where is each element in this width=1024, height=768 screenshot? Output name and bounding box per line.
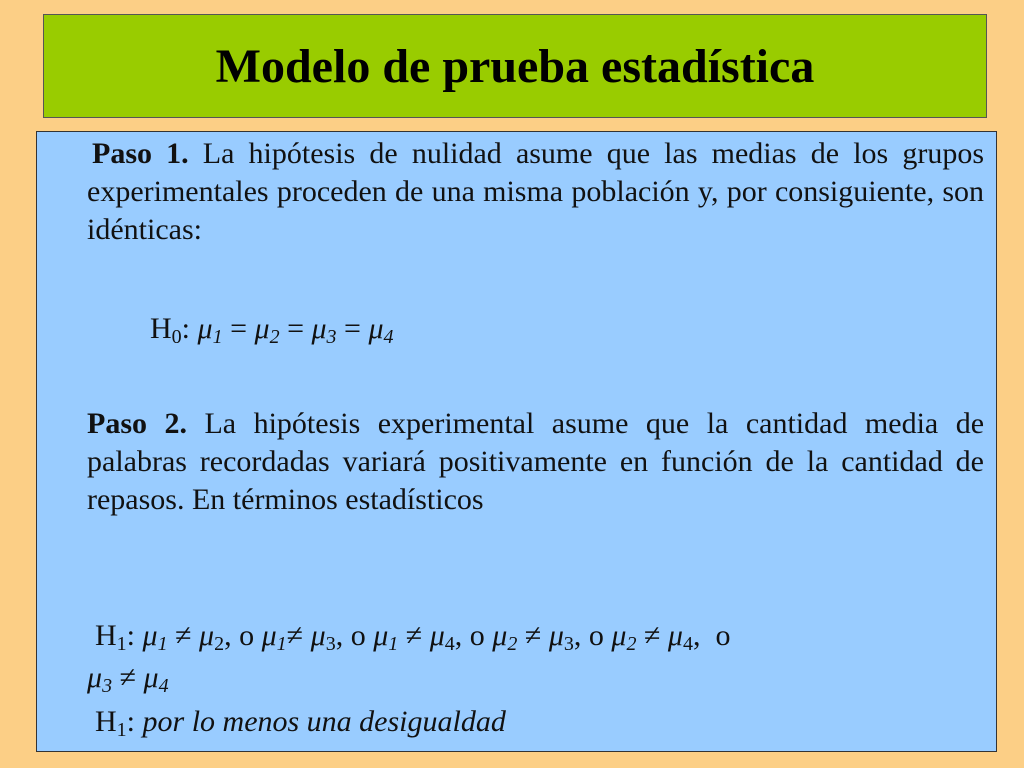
equals-sign: = [344,312,361,345]
h1-alternative: $H_1$: por lo menos una desigualdad [95,705,506,741]
h0-symbol: H [150,312,172,345]
equals-sign: = [287,312,304,345]
equals-sign: = [230,312,247,345]
paso-1-paragraph [87,135,984,249]
h1-symbol: H [95,619,117,652]
h0-subscript: 0 [171,326,182,348]
h1-equation-line2: $\mu_3 \ne \mu_4$ [87,661,169,697]
mu-4: $\mu_4$ [368,312,394,348]
h1-equation-line1: $H_1$: $\mu_1 \ne \mu_2$, o $\mu_1\ne \mu_3$, o $\mu_1 \ne \mu_4$, o $\mu_2 \ne \mu_3$, o $\mu_2 \ne \mu_4$, o [95,619,731,655]
h0-equation [150,310,394,348]
paso-2-label: Paso 2. [87,407,187,440]
h1-alternative-text: por lo menos una desigualdad [142,705,506,738]
paso-1-text: La hipótesis de nulidad asume que las medias de los grupos experimentales proceden de una misma población y, por consiguiente, son idénticas: [87,137,985,246]
slide-title: Modelo de prueba estadística [215,39,815,93]
paso-1-label: Paso 1. [92,137,189,170]
title-box [43,14,987,118]
mu-2: $\mu_2$ [254,312,280,348]
h1-symbol-2: H [95,705,117,738]
h0-colon: : [181,312,191,345]
content-box [36,131,997,752]
paso-2-paragraph [87,405,984,519]
mu-1: $\mu_1$ [197,312,223,348]
paso-2-text: La hipótesis experimental asume que la cantidad media de palabras recordadas variará positivamente en función de la cantidad de repasos. En términos estadísticos [87,407,985,516]
mu-3: $\mu_3$ [311,312,337,348]
